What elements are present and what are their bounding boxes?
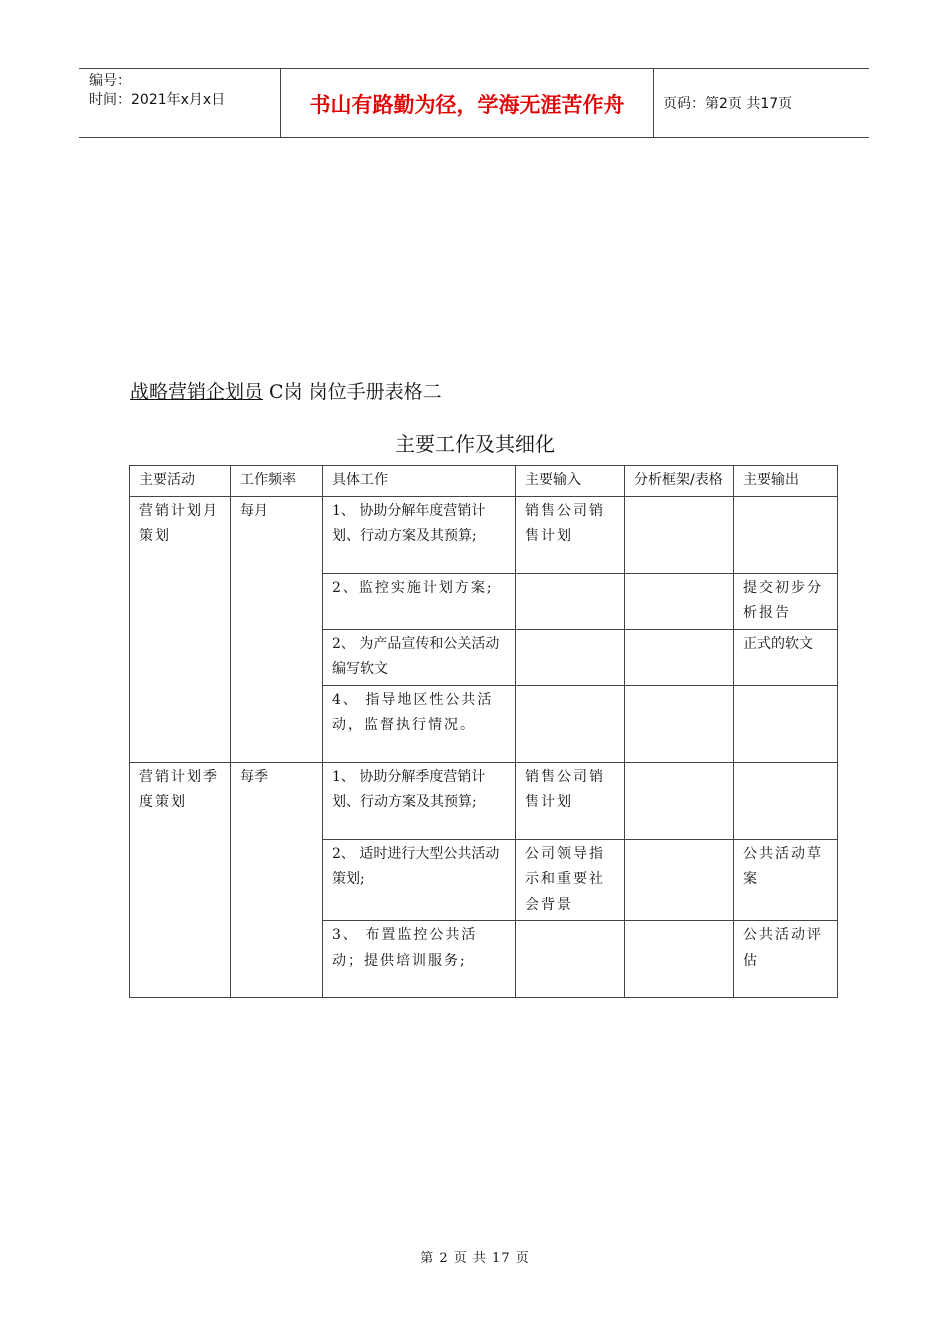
output-cell: 提交初步分析报告: [734, 573, 838, 629]
column-header: 具体工作: [323, 466, 516, 497]
column-header: 分析框架/表格: [625, 466, 734, 497]
header-divider: [653, 69, 654, 137]
page-header: [79, 68, 869, 138]
output-cell: 公共活动评估: [734, 921, 838, 998]
document-title: [130, 377, 442, 404]
document-title-rest: C岗 岗位手册表格二: [263, 381, 442, 403]
input-cell: 公司领导指示和重要社会背景: [516, 839, 625, 921]
task-cell: 2、 为产品宣传和公关活动编写软文: [323, 629, 516, 685]
task-cell: 3、 布置监控公共活动；提供培训服务;: [323, 921, 516, 998]
framework-cell: [625, 762, 734, 839]
input-cell: [516, 573, 625, 629]
framework-cell: [625, 921, 734, 998]
input-cell: 销售公司销售计划: [516, 762, 625, 839]
input-cell: [516, 685, 625, 762]
input-cell: [516, 629, 625, 685]
framework-cell: [625, 839, 734, 921]
framework-cell: [625, 573, 734, 629]
framework-cell: [625, 629, 734, 685]
frequency-cell: 每月: [231, 496, 323, 762]
output-cell: [734, 762, 838, 839]
task-cell: 2、监控实施计划方案;: [323, 573, 516, 629]
section-title: 主要工作及其细化: [395, 432, 555, 456]
table-row: [130, 496, 838, 573]
output-cell: 公共活动草案: [734, 839, 838, 921]
frequency-cell: 每季: [231, 762, 323, 998]
column-header: 工作频率: [231, 466, 323, 497]
header-page-info: 页码：第2页 共17页: [663, 96, 793, 112]
task-cell: 1、 协助分解年度营销计划、行动方案及其预算;: [323, 496, 516, 573]
page-footer: 第 2 页 共 17 页: [420, 1251, 530, 1266]
activity-cell: 营销计划季度策划: [130, 762, 231, 998]
code-label: 编号：: [89, 73, 131, 89]
task-cell: 4、 指导地区性公共活动，监督执行情况。: [323, 685, 516, 762]
column-header: 主要输出: [734, 466, 838, 497]
input-cell: [516, 921, 625, 998]
document-title-underlined: 战略营销企划员: [130, 381, 264, 403]
framework-cell: [625, 496, 734, 573]
table-row: [130, 762, 838, 839]
date-label: 时间：2021年x月x日: [89, 92, 226, 108]
work-detail-table: [129, 465, 838, 998]
output-cell: 正式的软文: [734, 629, 838, 685]
header-motto: 书山有路勤为径，学海无涯苦作舟: [309, 92, 625, 117]
column-header: 主要输入: [516, 466, 625, 497]
input-cell: 销售公司销售计划: [516, 496, 625, 573]
column-header: 主要活动: [130, 466, 231, 497]
output-cell: [734, 496, 838, 573]
table-header-row: [130, 466, 838, 497]
output-cell: [734, 685, 838, 762]
activity-cell: 营销计划月策划: [130, 496, 231, 762]
task-cell: 2、 适时进行大型公共活动策划;: [323, 839, 516, 921]
header-left: [89, 72, 225, 110]
task-cell: 1、 协助分解季度营销计划、行动方案及其预算;: [323, 762, 516, 839]
framework-cell: [625, 685, 734, 762]
